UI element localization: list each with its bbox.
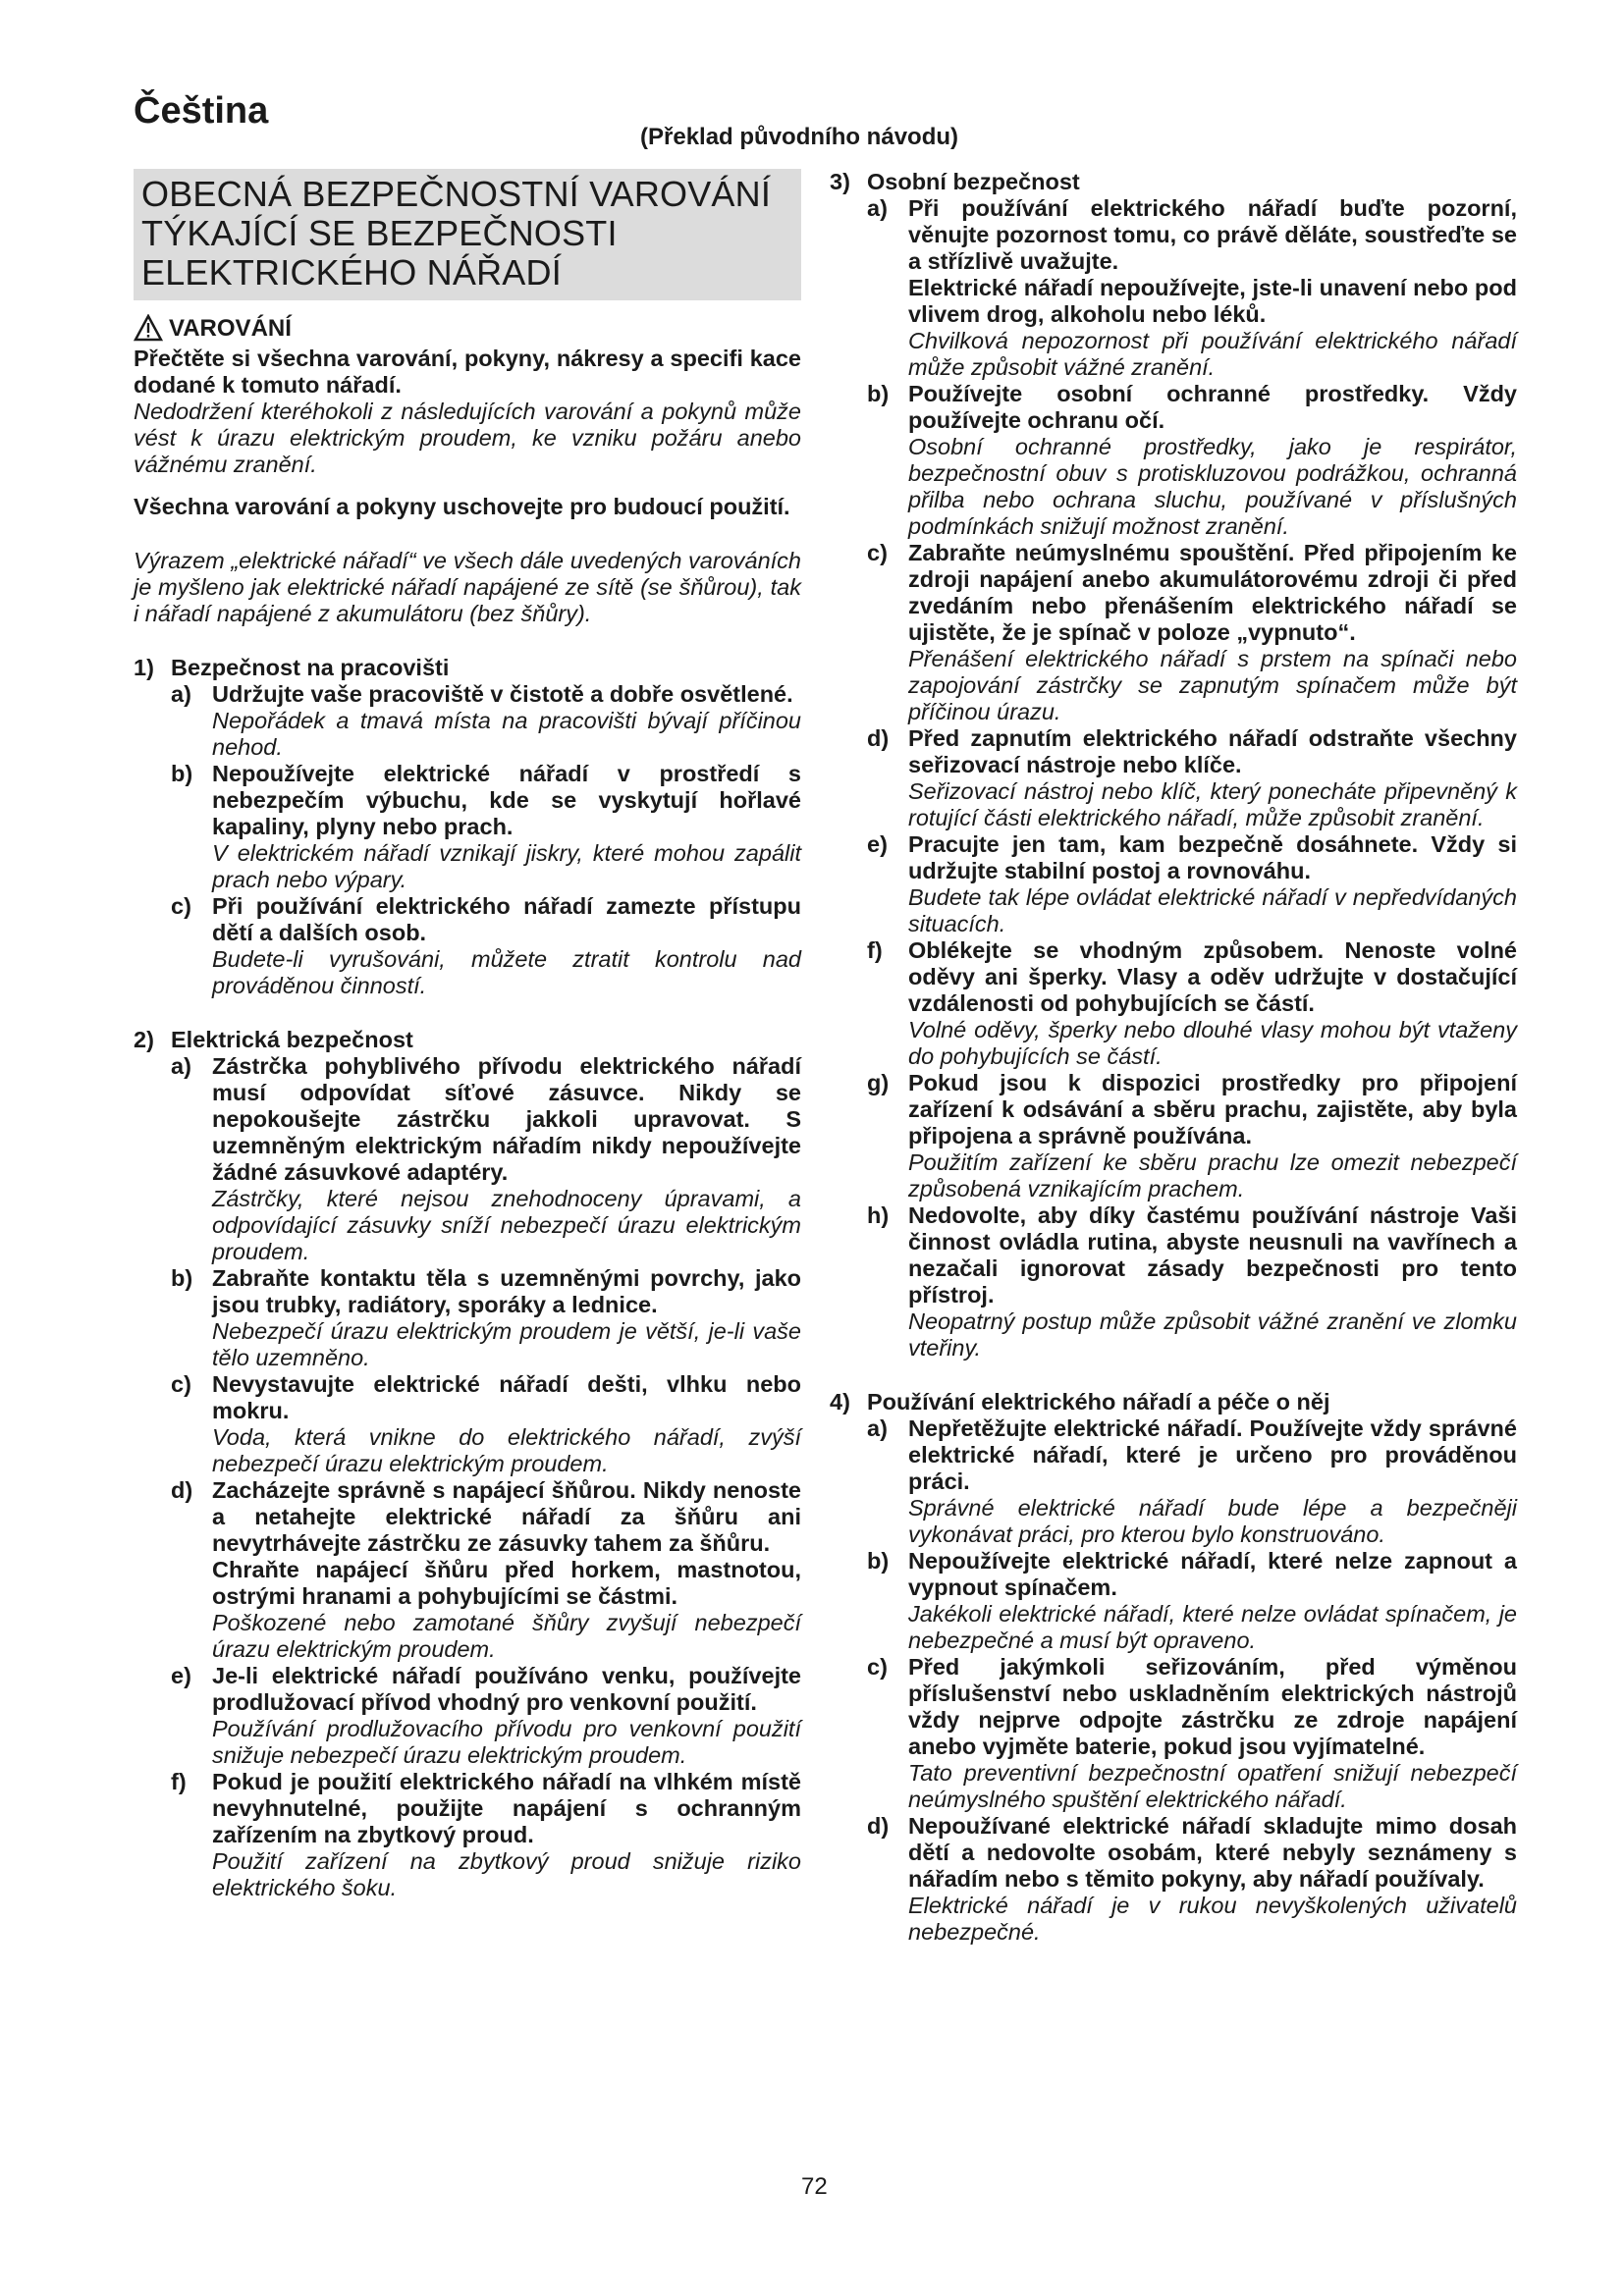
list-item xyxy=(171,1053,801,1265)
item-italic: Přenášení elektrického nářadí s prstem na spínači nebo zapojování zástrčky se zapnutým spínačem může být příčinou úrazu. xyxy=(908,646,1517,724)
item-letter: h) xyxy=(867,1202,890,1228)
item-bold: Zabraňte kontaktu těla s uzemněnými povrchy, jako jsou trubky, radiátory, sporáky a lednice. xyxy=(212,1265,801,1317)
list-item xyxy=(867,540,1517,725)
item-letter: d) xyxy=(867,1813,890,1839)
section-number: 1) xyxy=(134,655,154,680)
item-letter: f) xyxy=(867,937,883,963)
intro-bold: Přečtěte si všechna varování, pokyny, nákresy a specifi kace dodané k tomuto nářadí. xyxy=(134,346,801,398)
item-bold: Je-li elektrické nářadí používáno venku, používejte prodlužovací přívod vhodný pro venkovní použití. xyxy=(212,1663,801,1715)
definition-text: Výrazem „elektrické nářadí“ ve všech dále uvedených varováních je myšleno jak elektrické nářadí napájené ze sítě (se šňůrou), tak i nářadí napájené z akumulátoru (bez šňůry). xyxy=(134,548,801,626)
item-italic: Jakékoli elektrické nářadí, které nelze ovládat spínačem, je nebezpečné a musí být opraveno. xyxy=(908,1601,1517,1653)
list-item xyxy=(171,893,801,999)
item-letter: d) xyxy=(867,725,890,751)
warning-text: VAROVÁNÍ xyxy=(169,314,292,342)
list-item xyxy=(171,1663,801,1769)
item-italic: Nepořádek a tmavá místa na pracovišti bývají příčinou nehod. xyxy=(212,708,801,760)
item-bold-2: Elektrické nářadí nepoužívejte, jste-li unavení nebo pod vlivem drog, alkoholu nebo léků. xyxy=(908,275,1517,327)
list-item xyxy=(171,1477,801,1663)
item-italic: Chvilková nepozornost při používání elektrického nářadí může způsobit vážné zranění. xyxy=(908,328,1517,380)
item-letter: a) xyxy=(867,1415,888,1441)
item-italic: Osobní ochranné prostředky, jako je respirátor, bezpečnostní obuv s protiskluzovou podrážkou, ochranná přilba nebo ochrana sluchu, používané v příslušných podmínkách snižují možnost zranění. xyxy=(908,434,1517,539)
item-bold: Pokud jsou k dispozici prostředky pro připojení zařízení k odsávání a sběru prachu, zajistěte, aby byla připojena a správně používána. xyxy=(908,1070,1517,1148)
item-italic: Elektrické nářadí je v rukou nevyškolených uživatelů nebezpečné. xyxy=(908,1893,1517,1945)
item-letter: a) xyxy=(171,681,191,707)
list-item xyxy=(867,1202,1517,1362)
item-bold: Pracujte jen tam, kam bezpečně dosáhnete. Vždy si udržujte stabilní postoj a rovnováhu. xyxy=(908,831,1517,883)
item-bold: Používejte osobní ochranné prostředky. Vždy používejte ochranu očí. xyxy=(908,381,1517,433)
list-item xyxy=(867,831,1517,937)
item-bold: Udržujte vaše pracoviště v čistotě a dobře osvětlené. xyxy=(212,681,793,707)
list-item xyxy=(867,1415,1517,1548)
list-item xyxy=(867,1654,1517,1813)
item-letter: b) xyxy=(171,1265,193,1291)
item-letter: b) xyxy=(867,381,890,406)
section-number: 2) xyxy=(134,1027,154,1052)
page-number: 72 xyxy=(801,2173,828,2200)
page-language-title: Čeština xyxy=(134,90,269,132)
list-item xyxy=(171,1265,801,1371)
keep-instructions: Všechna varování a pokyny uschovejte pro budoucí použití. xyxy=(134,494,790,519)
item-bold-2: Chraňte napájecí šňůru před horkem, mastnotou, ostrými hranami a pohybujícími se částmi. xyxy=(212,1557,801,1609)
item-bold: Při používání elektrického nářadí buďte pozorní, věnujte pozornost tomu, co právě děláte, soustřeďte se a střízlivě uvažujte. xyxy=(908,195,1517,274)
list-item xyxy=(867,1813,1517,1946)
warning-triangle-icon xyxy=(134,314,163,342)
item-italic: Nebezpečí úrazu elektrickým proudem je větší, je-li vaše tělo uzemněno. xyxy=(212,1318,801,1370)
item-italic: Správné elektrické nářadí bude lépe a bezpečněji vykonávat práci, pro kterou bylo konstruováno. xyxy=(908,1495,1517,1547)
item-bold: Nepoužívejte elektrické nářadí, které nelze zapnout a vypnout spínačem. xyxy=(908,1548,1517,1600)
item-bold: Před jakýmkoli seřizováním, před výměnou příslušenství nebo uskladněním elektrických nástrojů vždy nejprve odpojte zástrčku ze zdroje napájení anebo vyjměte baterie, pokud jsou vyjímatelné. xyxy=(908,1654,1517,1759)
list-item xyxy=(867,1548,1517,1654)
item-italic: V elektrickém nářadí vznikají jiskry, které mohou zapálit prach nebo výpary. xyxy=(212,840,801,892)
item-bold: Zástrčka pohyblivého přívodu elektrického nářadí musí odpovídat síťové zásuvce. Nikdy se nepokoušejte zástrčku jakkoli upravovat. S uzemněným elektrickým nářadím nikdy nepoužívejte žádné zásuvkové adaptéry. xyxy=(212,1053,801,1185)
translation-subtitle: (Překlad původního návodu) xyxy=(640,124,959,150)
section-number: 3) xyxy=(830,169,850,194)
item-italic: Použití zařízení na zbytkový proud snižuje riziko elektrického šoku. xyxy=(212,1848,801,1900)
item-italic: Poškozené nebo zamotané šňůry zvyšují nebezpečí úrazu elektrickým proudem. xyxy=(212,1610,801,1662)
item-bold: Zacházejte správně s napájecí šňůrou. Nikdy nenoste a netahejte elektrické nářadí za šňůru ani nevytrhávejte zástrčku ze zásuvky tahem za šňůru. xyxy=(212,1477,801,1556)
list-item xyxy=(867,195,1517,381)
item-bold: Nepoužívané elektrické nářadí skladujte mimo dosah dětí a nedovolte osobám, které nebyly seznámeny s nářadím nebo s těmito pokyny, aby nářadí používaly. xyxy=(908,1813,1517,1892)
list-item xyxy=(171,761,801,893)
item-letter: a) xyxy=(867,195,888,221)
section-title: Bezpečnost na pracovišti xyxy=(171,655,450,680)
item-letter: f) xyxy=(171,1769,187,1794)
item-letter: e) xyxy=(867,831,888,857)
item-bold: Při používání elektrického nářadí zamezte přístupu dětí a dalších osob. xyxy=(212,893,801,945)
item-letter: a) xyxy=(171,1053,191,1079)
item-bold: Zabraňte neúmyslnému spouštění. Před připojením ke zdroji napájení anebo akumulátorovému zdroji či před zvedáním nebo přenášením elektrického nářadí se ujistěte, že je spínač v poloze „vypnuto“. xyxy=(908,540,1517,645)
left-column xyxy=(134,169,801,1901)
warning-label xyxy=(134,314,801,342)
item-italic: Použitím zařízení ke sběru prachu lze omezit nebezpečí způsobená vznikajícím prachem. xyxy=(908,1149,1517,1201)
item-italic: Volné oděvy, šperky nebo dlouhé vlasy mohou být vtaženy do pohybujících se částí. xyxy=(908,1017,1517,1069)
section-1-heading xyxy=(134,655,801,681)
section-title: Osobní bezpečnost xyxy=(867,169,1080,194)
item-letter: c) xyxy=(867,540,888,565)
item-italic: Voda, která vnikne do elektrického nářadí, zvýší nebezpečí úrazu elektrickým proudem. xyxy=(212,1424,801,1476)
item-letter: g) xyxy=(867,1070,890,1095)
item-letter: d) xyxy=(171,1477,193,1503)
list-item xyxy=(867,937,1517,1070)
item-italic: Budete-li vyrušováni, můžete ztratit kontrolu nad prováděnou činností. xyxy=(212,946,801,998)
item-letter: c) xyxy=(171,893,191,919)
heading-line-3: ELEKTRICKÉHO NÁŘADÍ xyxy=(141,252,562,293)
list-item xyxy=(867,381,1517,540)
section-4-heading xyxy=(830,1389,1517,1415)
heading-line-2: TÝKAJÍCÍ SE BEZPEČNOSTI xyxy=(141,213,618,253)
item-bold: Nevystavujte elektrické nářadí dešti, vlhku nebo mokru. xyxy=(212,1371,801,1423)
item-bold: Nedovolte, aby díky častému používání nástroje Vaši činnost ovládla rutina, abyste neusnuli na vavřínech a nezačali ignorovat zásady bezpečnosti pro tento přístroj. xyxy=(908,1202,1517,1308)
item-letter: c) xyxy=(867,1654,888,1680)
item-bold: Nepoužívejte elektrické nářadí v prostředí s nebezpečím výbuchu, kde se vyskytují hořlavé kapaliny, plyny nebo prach. xyxy=(212,761,801,839)
item-italic: Používání prodlužovacího přívodu pro venkovní použití snižuje nebezpečí úrazu elektrickým proudem. xyxy=(212,1716,801,1768)
item-letter: b) xyxy=(867,1548,890,1574)
section-2-heading xyxy=(134,1027,801,1053)
item-letter: e) xyxy=(171,1663,191,1688)
intro-italic: Nedodržení kteréhokoli z následujících varování a pokynů může vést k úrazu elektrickým proudem, ke vzniku požáru anebo vážnému zranění. xyxy=(134,399,801,477)
section-number: 4) xyxy=(830,1389,850,1415)
item-italic: Budete tak lépe ovládat elektrické nářadí v nepředvídaných situacích. xyxy=(908,884,1517,936)
section-title: Elektrická bezpečnost xyxy=(171,1027,413,1052)
item-letter: c) xyxy=(171,1371,191,1397)
section-title: Používání elektrického nářadí a péče o něj xyxy=(867,1389,1330,1415)
item-bold: Oblékejte se vhodným způsobem. Nenoste volné oděvy ani šperky. Vlasy a oděv udržujte v dostačující vzdálenosti od pohybujících se částí. xyxy=(908,937,1517,1016)
item-italic: Zástrčky, které nejsou znehodnoceny úpravami, a odpovídající zásuvky sníží nebezpečí úrazu elektrickým proudem. xyxy=(212,1186,801,1264)
heading-line-1: OBECNÁ BEZPEČNOSTNÍ VAROVÁNÍ xyxy=(141,174,772,214)
list-item xyxy=(171,681,801,761)
item-bold: Před zapnutím elektrického nářadí odstraňte všechny seřizovací nástroje nebo klíče. xyxy=(908,725,1517,777)
section-heading-box xyxy=(134,169,801,300)
item-italic: Neopatrný postup může způsobit vážné zranění ve zlomku vteřiny. xyxy=(908,1308,1517,1361)
item-bold: Nepřetěžujte elektrické nářadí. Používejte vždy správné elektrické nářadí, které je určeno pro prováděnou práci. xyxy=(908,1415,1517,1494)
item-bold: Pokud je použití elektrického nářadí na vlhkém místě nevyhnutelné, použijte napájení s ochranným zařízením na zbytkový proud. xyxy=(212,1769,801,1847)
item-letter: b) xyxy=(171,761,193,786)
right-column xyxy=(830,169,1517,1946)
list-item xyxy=(171,1769,801,1901)
section-3-heading xyxy=(830,169,1517,195)
item-italic: Tato preventivní bezpečnostní opatření snižují nebezpečí neúmyslného spuštění elektrického nářadí. xyxy=(908,1760,1517,1812)
list-item xyxy=(867,1070,1517,1202)
item-italic: Seřizovací nástroj nebo klíč, který ponecháte připevněný k rotující části elektrického nářadí, může způsobit zranění. xyxy=(908,778,1517,830)
list-item xyxy=(867,725,1517,831)
list-item xyxy=(171,1371,801,1477)
